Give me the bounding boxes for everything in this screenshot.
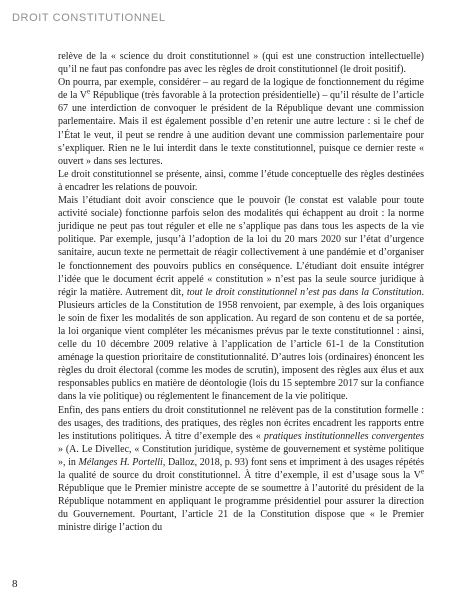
p2-superscript: e (87, 87, 91, 96)
p5-superscript: e (420, 467, 424, 476)
running-head: DROIT CONSTITUTIONNEL (12, 12, 166, 24)
p5-part-d: République que le Premier ministre accepte de se soumettre à l’autorité du président de la République notamment en appliquant le programme présidentiel pour assurer la direction du Gouvernement. Pourtant, l’article 21 de la Constitution dispose que « le Premier ministre dirige l’action du (58, 483, 424, 534)
paragraph-4 (58, 194, 424, 404)
p5-emphasis-2: Mélanges H. Portelli (78, 456, 163, 468)
p4-part-b: . Plusieurs articles de la Constitution de 1958 renvoient, par exemple, à des lois organiques le soin de fixer les modalités de son application. Au regard de son contenu et de sa portée, la loi organique vient compléter les mécanismes prévus par le texte constitutionnel : ainsi, celle du 10 décembre 2009 relative à l’application de l’article 61-1 de la Constitution aménage la question prioritaire de constitutionnalité. D’autres lois (ordinaires) énoncent les règles du droit électoral (comme les modes de scrutin), imposent des règles aux élus et aux responsables publics en matière de déontologie (lois du 15 septembre 2017 sur la confiance dans la vie politique) ou réglementent le financement de la vie politique. (58, 286, 424, 403)
p5-part-c: , Dalloz, 2018, p. 93) font sens et impriment à des usages répétés la qualité de source du droit constitutionnel. À titre d’exemple, il est d’usage sous la V (58, 456, 424, 481)
p2-part-a: On pourra, par exemple, considérer – au regard de la logique de fonctionnement du régime de la V (58, 77, 424, 102)
body-text (58, 50, 424, 534)
p4-part-a: Mais l’étudiant doit avoir conscience que le pouvoir (le constat est valable pour toute activité sociale) fonctionne parfois selon des modalités qui échappent au droit : la norme juridique ne peut pas tout réguler et elle ne s’applique pas dans tous les aspects de la vie politique. Par exemple, jusqu’à l’adoption de la loi du 20 mars 2020 sur l’état d’urgence sanitaire, aucun texte ne permettait de réagir collectivement à une pandémie et d’organiser le fonctionnement des pouvoirs publics en conséquence. L’étudiant doit ensuite intégrer l’idée que le document écrit appelé « constitution » n’est pas la seule source juridique à régir la matière. Autrement dit, (58, 195, 424, 298)
p5-part-a: Enfin, des pans entiers du droit constitutionnel ne relèvent pas de la constitution formelle : des usages, des traditions, des pratiques, des règles non écrites encadrent les rapports entre les institutions politiques. À titre d’exemple des « (58, 404, 424, 442)
paragraph-3: Le droit constitutionnel se présente, ainsi, comme l’étude conceptuelle des règles destinées à encadrer les relations de pouvoir. (58, 168, 424, 193)
paragraph-2 (58, 76, 424, 168)
p5-part-b: » (A. Le Divellec, « Constitution juridique, système de gouvernement et système politique », in (58, 443, 424, 468)
p2-part-b: République (très favorable à la protection présidentielle) – qu’il résulte de l’article 67 une interdiction de convoquer le président de la République devant une commission parlementaire. Mais il est également possible d’en retenir une autre lecture : si le chef de l’État le veut, il peut se rendre à une audition devant une commission parlementaire pour s’expliquer. Rien ne le lui interdit dans le texte constitutionnel, puisque ce dernier reste « ouvert » dans ses lectures. (58, 90, 424, 167)
p5-emphasis-1: pratiques institutionnelles convergentes (263, 430, 424, 442)
paragraph-5 (58, 404, 424, 535)
p4-emphasis: tout le droit constitutionnel n’est pas dans la Constitution (186, 286, 422, 298)
page-number: 8 (12, 578, 18, 590)
paragraph-1: relève de la « science du droit constitutionnel » (qui est une construction intellectuelle) qu’il ne faut pas confondre pas avec les règles de droit constitutionnel (le droit positif). (58, 51, 424, 76)
